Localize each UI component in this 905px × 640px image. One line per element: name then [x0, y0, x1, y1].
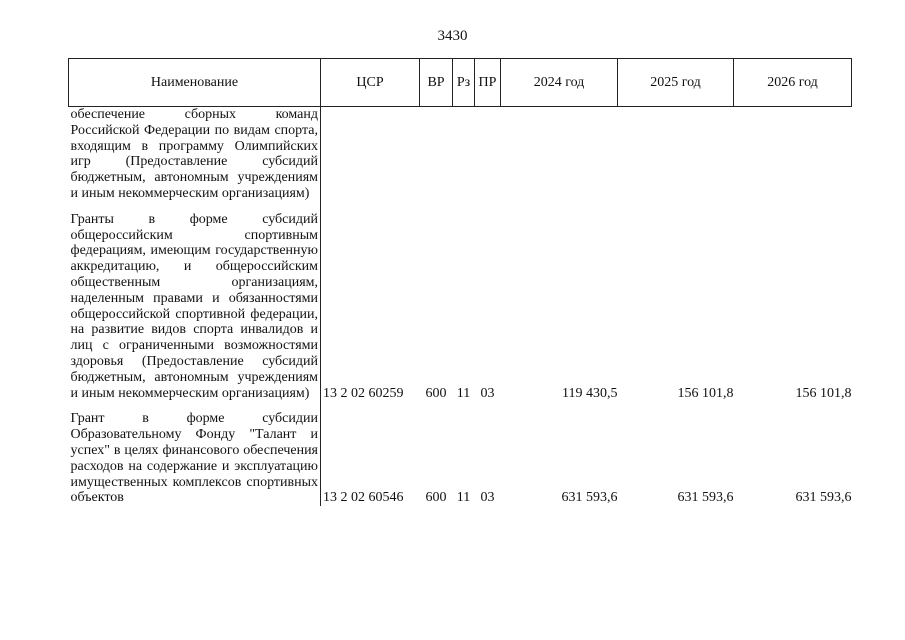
row-rz: 11 — [456, 385, 471, 401]
table-row — [69, 212, 852, 402]
budget-table — [68, 58, 852, 506]
row-vr — [420, 107, 453, 202]
header-name: Наименование — [69, 59, 321, 107]
header-pr: ПР — [475, 59, 501, 107]
row-2026: 631 593,6 — [795, 490, 852, 506]
header-rz: Рз — [453, 59, 475, 107]
header-csr: ЦСР — [321, 59, 420, 107]
row-vr: 600 — [425, 490, 447, 506]
page-number: 3430 — [437, 28, 468, 44]
row-2024: 631 593,6 — [561, 490, 618, 506]
header-2024: 2024 год — [501, 59, 618, 107]
row-2024 — [501, 107, 618, 202]
row-2025: 631 593,6 — [677, 490, 734, 506]
row-2026 — [734, 107, 852, 202]
row-rz: 11 — [456, 490, 471, 506]
header-vr: ВР — [420, 59, 453, 107]
table-row — [69, 411, 852, 506]
row-csr — [321, 107, 420, 202]
row-pr — [475, 107, 501, 202]
row-pr: 03 — [480, 490, 495, 506]
row-name: Грант в форме субсидии Образовательному Фонду "Талант и успех" в целях финансового обеспечения расходов на содержание и эксплуатацию имущественных комплексов спортивных объектов — [69, 411, 321, 506]
header-2026: 2026 год — [734, 59, 852, 107]
table-header-row — [69, 59, 852, 107]
header-2025: 2025 год — [618, 59, 734, 107]
table-row — [69, 107, 852, 202]
row-csr: 13 2 02 60259 — [323, 385, 404, 401]
row-pr: 03 — [480, 385, 495, 401]
row-2025: 156 101,8 — [677, 385, 734, 401]
row-2026: 156 101,8 — [795, 385, 852, 401]
row-vr: 600 — [425, 385, 447, 401]
row-2024: 119 430,5 — [562, 385, 618, 401]
row-name: Гранты в форме субсидий общероссийским спортивным федерациям, имеющим государственную аккредитацию, и общероссийским общественным организациям, наделенным правами и обязанностями общероссийской спортивной федерации, на развитие видов спорта инвалидов и лиц с ограниченными возможностями здоровья (Предоставление субсидий бюджетным, автономным учреждениям и иным некоммерческим организациям) — [69, 212, 321, 402]
row-name: обеспечение сборных команд Российской Федерации по видам спорта, входящим в программу Олимпийских игр (Предоставление субсидий бюджетным, автономным учреждениям и иным некоммерческим организациям) — [69, 107, 321, 202]
row-2025 — [618, 107, 734, 202]
row-csr: 13 2 02 60546 — [323, 490, 404, 506]
row-spacer — [69, 202, 852, 212]
row-rz — [453, 107, 475, 202]
row-spacer — [69, 401, 852, 411]
